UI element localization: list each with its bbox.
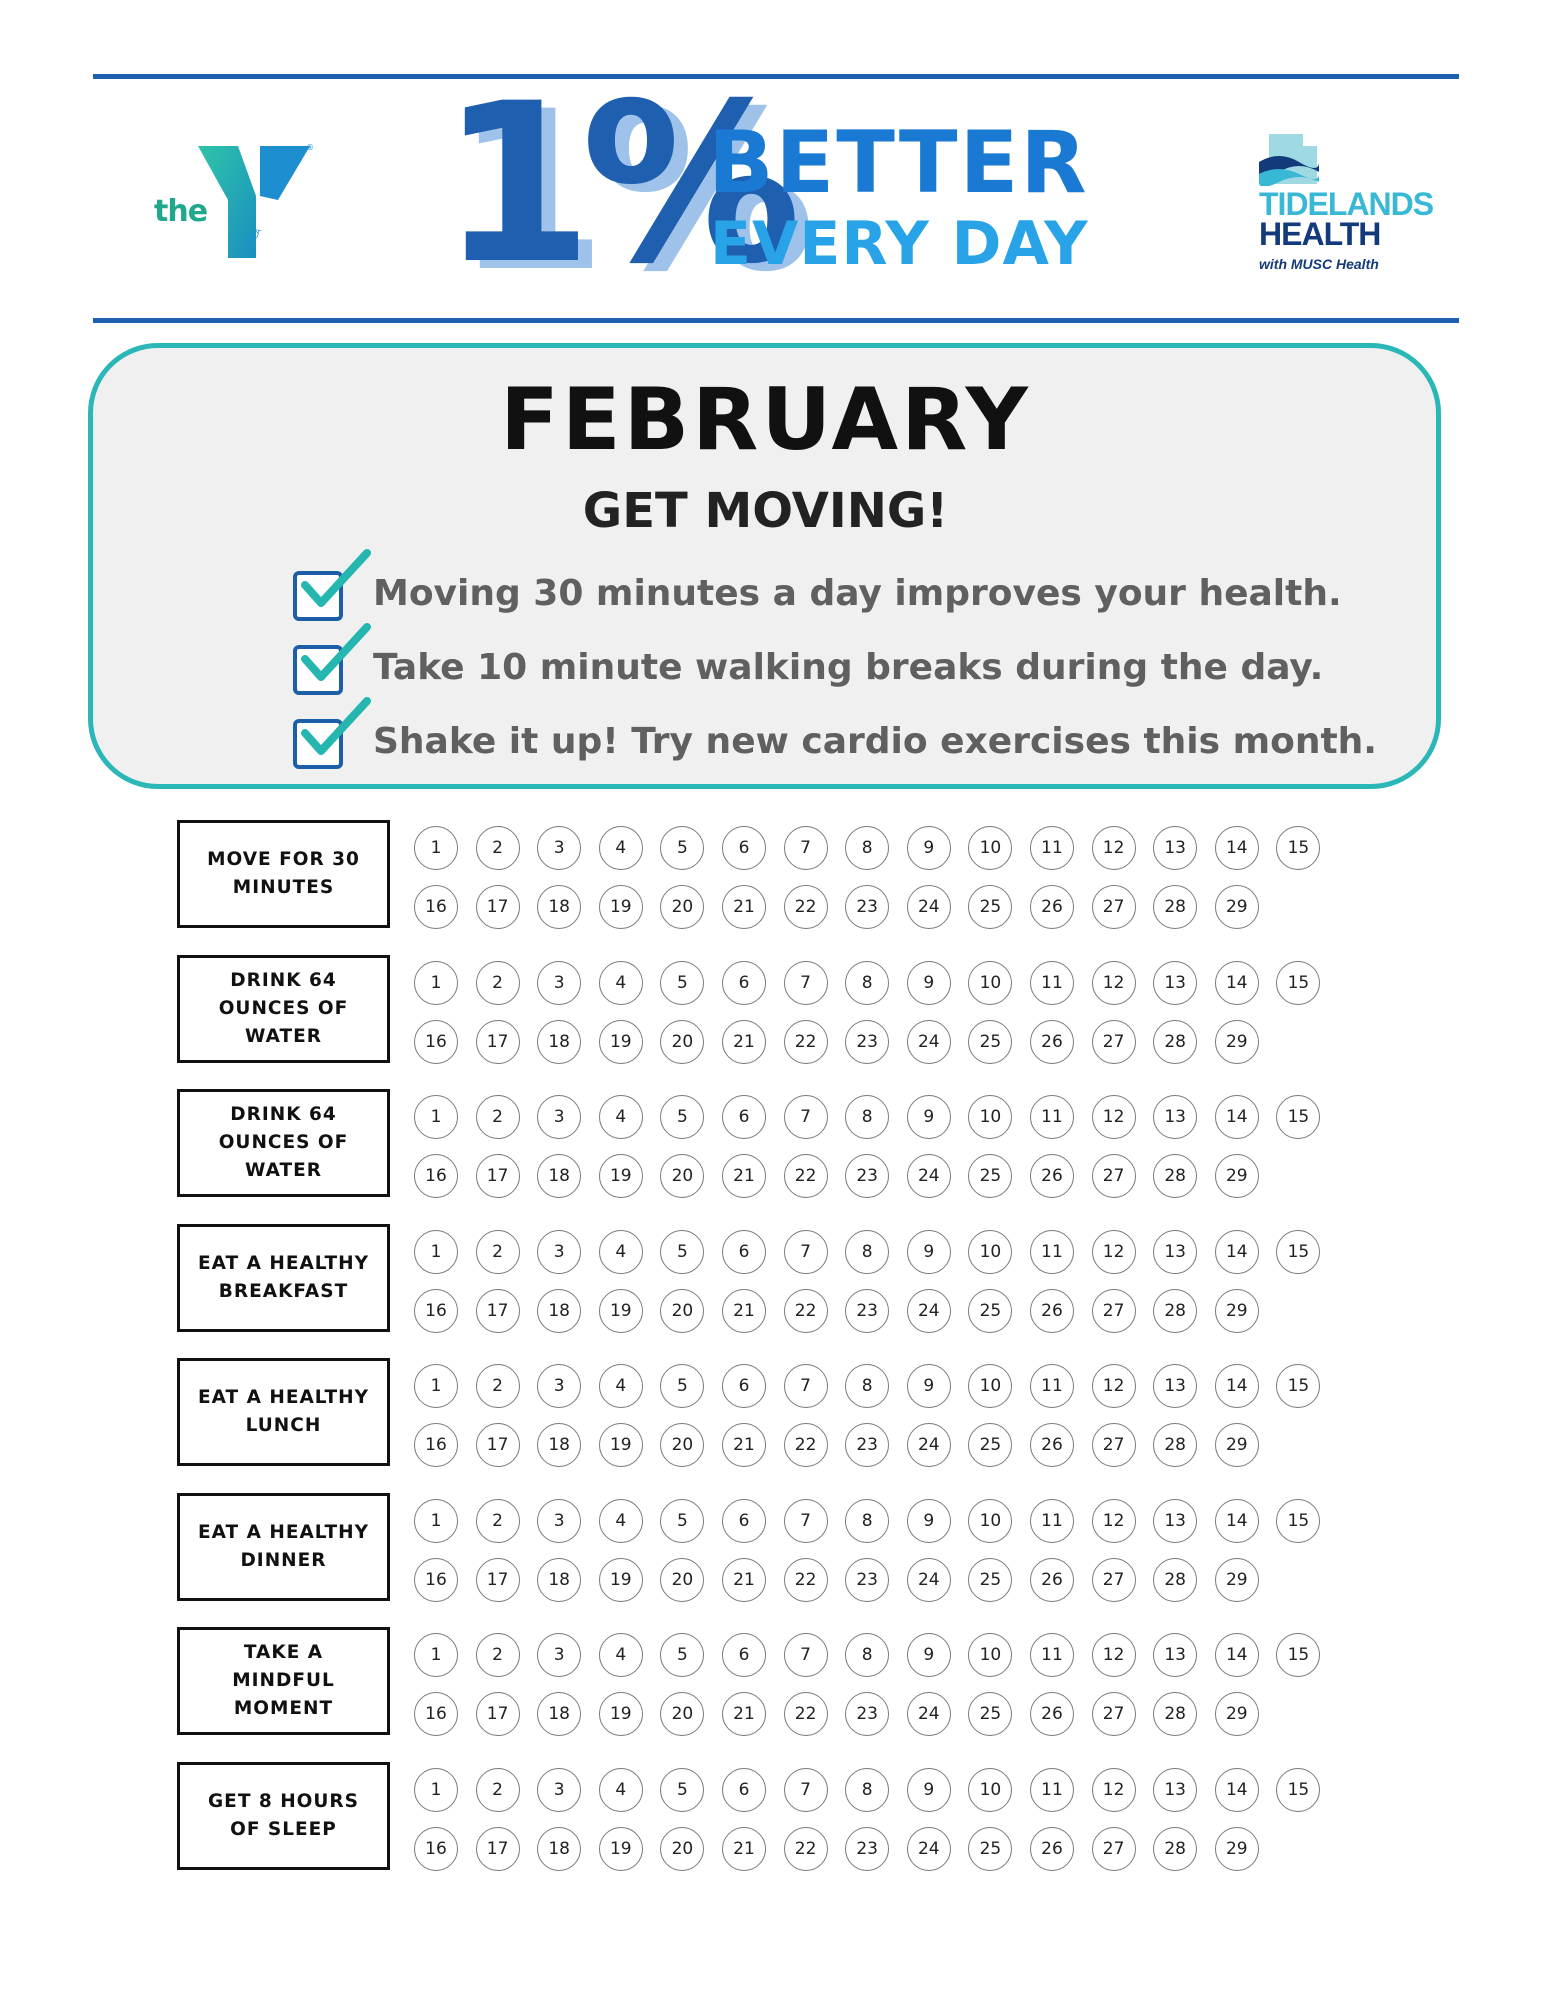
day-circle[interactable]: 22 (784, 1423, 828, 1467)
day-circle[interactable]: 25 (968, 885, 1012, 929)
day-circle[interactable]: 15 (1276, 1633, 1320, 1677)
day-circle[interactable]: 1 (414, 1768, 458, 1812)
day-circle[interactable]: 7 (784, 1633, 828, 1677)
day-circle[interactable]: 8 (845, 826, 889, 870)
day-circle[interactable]: 18 (537, 1289, 581, 1333)
day-circle[interactable]: 26 (1030, 1423, 1074, 1467)
day-circle[interactable]: 28 (1153, 1154, 1197, 1198)
day-circle[interactable]: 2 (476, 1768, 520, 1812)
day-circle[interactable]: 6 (722, 1230, 766, 1274)
day-circle[interactable]: 10 (968, 961, 1012, 1005)
day-circle[interactable]: 19 (599, 885, 643, 929)
day-circle[interactable]: 16 (414, 1827, 458, 1871)
day-circle[interactable]: 28 (1153, 885, 1197, 929)
day-circle[interactable]: 25 (968, 1827, 1012, 1871)
day-circle[interactable]: 11 (1030, 1230, 1074, 1274)
day-circle[interactable]: 8 (845, 1499, 889, 1543)
ymca-logo (150, 138, 320, 268)
day-circle[interactable]: 11 (1030, 826, 1074, 870)
day-circle[interactable]: 3 (537, 1364, 581, 1408)
day-circle[interactable]: 29 (1215, 1154, 1259, 1198)
day-circle[interactable]: 16 (414, 1558, 458, 1602)
day-circle[interactable]: 13 (1153, 1364, 1197, 1408)
day-circle[interactable]: 27 (1092, 885, 1136, 929)
day-circle[interactable]: 9 (907, 1633, 951, 1677)
habit-label: MOVE FOR 30 MINUTES (177, 820, 390, 928)
day-circle[interactable]: 13 (1153, 1095, 1197, 1139)
day-circle[interactable]: 27 (1092, 1154, 1136, 1198)
day-circles (414, 1493, 1314, 1601)
day-circle[interactable]: 7 (784, 1499, 828, 1543)
day-circle[interactable]: 12 (1092, 1633, 1136, 1677)
day-circle[interactable]: 10 (968, 1768, 1012, 1812)
day-circle[interactable]: 4 (599, 961, 643, 1005)
habit-row (177, 1762, 1377, 1870)
day-circle[interactable]: 1 (414, 1499, 458, 1543)
day-circle[interactable]: 5 (660, 1364, 704, 1408)
day-circle[interactable]: 10 (968, 1364, 1012, 1408)
habit-label: DRINK 64 OUNCES OF WATER (177, 1089, 390, 1197)
day-circle[interactable]: 1 (414, 1230, 458, 1274)
day-circle[interactable]: 20 (660, 885, 704, 929)
day-circle[interactable]: 16 (414, 1423, 458, 1467)
day-circle[interactable]: 14 (1215, 1499, 1259, 1543)
day-circle[interactable]: 19 (599, 1558, 643, 1602)
day-circle[interactable]: 25 (968, 1289, 1012, 1333)
day-circle[interactable]: 26 (1030, 1020, 1074, 1064)
day-circle[interactable]: 24 (907, 1154, 951, 1198)
day-circle[interactable]: 4 (599, 826, 643, 870)
day-circle[interactable]: 22 (784, 1827, 828, 1871)
day-circle[interactable]: 5 (660, 961, 704, 1005)
day-circle[interactable]: 1 (414, 961, 458, 1005)
day-circle[interactable]: 26 (1030, 885, 1074, 929)
day-circle[interactable]: 2 (476, 1633, 520, 1677)
day-circle[interactable]: 4 (599, 1230, 643, 1274)
day-circle[interactable]: 5 (660, 1768, 704, 1812)
day-circles (414, 1089, 1314, 1197)
ymca-logo-name: YMCA (243, 226, 264, 251)
habit-label: EAT A HEALTHY BREAKFAST (177, 1224, 390, 1332)
day-circle[interactable]: 19 (599, 1827, 643, 1871)
day-circle[interactable]: 18 (537, 1020, 581, 1064)
day-circle[interactable]: 2 (476, 1364, 520, 1408)
day-circles (414, 1224, 1314, 1332)
day-circle[interactable]: 9 (907, 1499, 951, 1543)
day-circle[interactable]: 26 (1030, 1289, 1074, 1333)
day-circle[interactable]: 9 (907, 826, 951, 870)
day-circle[interactable]: 21 (722, 1020, 766, 1064)
day-circle[interactable]: 24 (907, 1692, 951, 1736)
day-circles (414, 1627, 1314, 1735)
day-circle[interactable]: 29 (1215, 1423, 1259, 1467)
habit-row (177, 1627, 1377, 1735)
day-circle[interactable]: 16 (414, 1154, 458, 1198)
day-circle[interactable]: 2 (476, 1095, 520, 1139)
day-circle[interactable]: 24 (907, 1289, 951, 1333)
day-circle[interactable]: 12 (1092, 826, 1136, 870)
day-circle[interactable]: 25 (968, 1154, 1012, 1198)
day-circle[interactable]: 19 (599, 1289, 643, 1333)
habit-row (177, 820, 1377, 928)
day-circle[interactable]: 3 (537, 1499, 581, 1543)
day-circle[interactable]: 8 (845, 1364, 889, 1408)
day-circle[interactable]: 9 (907, 961, 951, 1005)
day-circle[interactable]: 11 (1030, 1768, 1074, 1812)
day-circle[interactable]: 14 (1215, 1364, 1259, 1408)
day-circle[interactable]: 28 (1153, 1692, 1197, 1736)
day-circle[interactable]: 29 (1215, 1020, 1259, 1064)
title-better: BETTER (708, 113, 1089, 213)
day-circle[interactable]: 21 (722, 1558, 766, 1602)
day-circle[interactable]: 7 (784, 1095, 828, 1139)
tidelands-line1: TIDELANDS (1259, 186, 1434, 222)
day-circle[interactable]: 10 (968, 1499, 1012, 1543)
day-circle[interactable]: 6 (722, 961, 766, 1005)
day-circle[interactable]: 4 (599, 1499, 643, 1543)
day-circle[interactable]: 28 (1153, 1827, 1197, 1871)
day-circle[interactable]: 13 (1153, 1633, 1197, 1677)
day-circle[interactable]: 18 (537, 885, 581, 929)
tidelands-line3: with MUSC Health (1259, 256, 1379, 272)
day-circle[interactable]: 27 (1092, 1827, 1136, 1871)
habit-row (177, 1358, 1377, 1466)
day-circle[interactable]: 22 (784, 1289, 828, 1333)
day-circle[interactable]: 28 (1153, 1558, 1197, 1602)
day-circle[interactable]: 6 (722, 1095, 766, 1139)
habit-row (177, 1493, 1377, 1601)
day-circle[interactable]: 6 (722, 826, 766, 870)
day-circle[interactable]: 4 (599, 1364, 643, 1408)
day-circle[interactable]: 22 (784, 1558, 828, 1602)
day-circle[interactable]: 1 (414, 1364, 458, 1408)
day-circle[interactable]: 11 (1030, 961, 1074, 1005)
day-circle[interactable]: 17 (476, 1692, 520, 1736)
habit-label: TAKE A MINDFUL MOMENT (177, 1627, 390, 1735)
day-circle[interactable]: 24 (907, 1020, 951, 1064)
day-circle[interactable]: 25 (968, 1020, 1012, 1064)
day-circle[interactable]: 29 (1215, 1827, 1259, 1871)
day-circle[interactable]: 27 (1092, 1423, 1136, 1467)
day-circle[interactable]: 24 (907, 1558, 951, 1602)
day-circle[interactable]: 17 (476, 1154, 520, 1198)
tidelands-line2: HEALTH (1259, 216, 1381, 252)
day-circle[interactable]: 18 (537, 1827, 581, 1871)
day-circle[interactable]: 9 (907, 1095, 951, 1139)
day-circle[interactable]: 13 (1153, 1499, 1197, 1543)
day-circle[interactable]: 8 (845, 961, 889, 1005)
day-circle[interactable]: 27 (1092, 1692, 1136, 1736)
day-circle[interactable]: 19 (599, 1020, 643, 1064)
day-circle[interactable]: 18 (537, 1423, 581, 1467)
day-circle[interactable]: 10 (968, 1633, 1012, 1677)
day-circle[interactable]: 19 (599, 1423, 643, 1467)
day-circle[interactable]: 21 (722, 885, 766, 929)
day-circle[interactable]: 14 (1215, 1095, 1259, 1139)
day-circle[interactable]: 9 (907, 1768, 951, 1812)
day-circle[interactable]: 1 (414, 1633, 458, 1677)
day-circle[interactable]: 2 (476, 826, 520, 870)
day-circle[interactable]: 12 (1092, 1230, 1136, 1274)
day-circle[interactable]: 3 (537, 1095, 581, 1139)
day-circle[interactable]: 14 (1215, 1768, 1259, 1812)
day-circle[interactable]: 8 (845, 1095, 889, 1139)
day-circle[interactable]: 23 (845, 1827, 889, 1871)
day-circle[interactable]: 19 (599, 1154, 643, 1198)
day-circle[interactable]: 11 (1030, 1499, 1074, 1543)
day-circle[interactable]: 26 (1030, 1154, 1074, 1198)
day-circle[interactable]: 3 (537, 1633, 581, 1677)
checkmark-icon (295, 621, 375, 691)
day-circle[interactable]: 29 (1215, 1289, 1259, 1333)
day-circle[interactable]: 26 (1030, 1558, 1074, 1602)
day-circle[interactable]: 23 (845, 885, 889, 929)
day-circle[interactable]: 5 (660, 1633, 704, 1677)
tidelands-logo (1255, 132, 1434, 282)
day-circle[interactable]: 20 (660, 1020, 704, 1064)
day-circle[interactable]: 20 (660, 1423, 704, 1467)
day-circle[interactable]: 23 (845, 1289, 889, 1333)
ymca-y-icon (198, 138, 318, 266)
day-circle[interactable]: 5 (660, 826, 704, 870)
day-circle[interactable]: 14 (1215, 1230, 1259, 1274)
habit-label: EAT A HEALTHY DINNER (177, 1493, 390, 1601)
day-circle[interactable]: 28 (1153, 1289, 1197, 1333)
day-circle[interactable]: 17 (476, 885, 520, 929)
day-circle[interactable]: 5 (660, 1499, 704, 1543)
day-circle[interactable]: 16 (414, 1020, 458, 1064)
day-circle[interactable]: 12 (1092, 1095, 1136, 1139)
day-circle[interactable]: 23 (845, 1692, 889, 1736)
day-circle[interactable]: 26 (1030, 1692, 1074, 1736)
day-circle[interactable]: 12 (1092, 1499, 1136, 1543)
day-circle[interactable]: 13 (1153, 826, 1197, 870)
day-circle[interactable]: 18 (537, 1558, 581, 1602)
checkmark-icon (295, 547, 375, 617)
day-circle[interactable]: 25 (968, 1558, 1012, 1602)
day-circle[interactable]: 17 (476, 1558, 520, 1602)
day-circle[interactable]: 21 (722, 1692, 766, 1736)
day-circle[interactable]: 14 (1215, 826, 1259, 870)
checkmark-icon (295, 695, 375, 765)
day-circle[interactable]: 21 (722, 1827, 766, 1871)
tip-text: Shake it up! Try new cardio exercises this month. (373, 721, 1377, 762)
day-circle[interactable]: 6 (722, 1499, 766, 1543)
day-circle[interactable]: 16 (414, 885, 458, 929)
day-circle[interactable]: 20 (660, 1154, 704, 1198)
day-circle[interactable]: 3 (537, 961, 581, 1005)
day-circle[interactable]: 23 (845, 1020, 889, 1064)
ymca-logo-the: the (154, 194, 208, 229)
day-circle[interactable]: 9 (907, 1230, 951, 1274)
day-circle[interactable]: 6 (722, 1768, 766, 1812)
day-circle[interactable]: 29 (1215, 885, 1259, 929)
tidelands-mark-icon (1259, 132, 1319, 186)
day-circle[interactable]: 18 (537, 1154, 581, 1198)
habit-row (177, 1089, 1377, 1197)
habit-label: DRINK 64 OUNCES OF WATER (177, 955, 390, 1063)
day-circle[interactable]: 13 (1153, 1768, 1197, 1812)
day-circle[interactable]: 4 (599, 1768, 643, 1812)
day-circle[interactable]: 25 (968, 1692, 1012, 1736)
day-circle[interactable]: 24 (907, 885, 951, 929)
day-circle[interactable]: 17 (476, 1827, 520, 1871)
day-circles (414, 1762, 1314, 1870)
day-circle[interactable]: 21 (722, 1423, 766, 1467)
day-circle[interactable]: 1 (414, 826, 458, 870)
day-circle[interactable]: 29 (1215, 1558, 1259, 1602)
monthly-panel (88, 343, 1441, 789)
day-circle[interactable]: 12 (1092, 1768, 1136, 1812)
day-circle[interactable]: 17 (476, 1289, 520, 1333)
day-circle[interactable]: 16 (414, 1289, 458, 1333)
day-circle[interactable]: 19 (599, 1692, 643, 1736)
day-circle[interactable]: 15 (1276, 1364, 1320, 1408)
tip-text: Take 10 minute walking breaks during the day. (373, 647, 1324, 688)
day-circle[interactable]: 7 (784, 1768, 828, 1812)
day-circle[interactable]: 2 (476, 961, 520, 1005)
day-circle[interactable]: 20 (660, 1558, 704, 1602)
day-circle[interactable]: 22 (784, 1154, 828, 1198)
day-circles (414, 820, 1314, 928)
ymca-logo-tm: ® (306, 143, 314, 152)
day-circle[interactable]: 20 (660, 1827, 704, 1871)
day-circle[interactable]: 12 (1092, 1364, 1136, 1408)
day-circle[interactable]: 14 (1215, 961, 1259, 1005)
day-circle[interactable]: 8 (845, 1768, 889, 1812)
day-circle[interactable]: 5 (660, 1095, 704, 1139)
bottom-rule (93, 318, 1459, 323)
day-circle[interactable]: 10 (968, 826, 1012, 870)
day-circle[interactable]: 8 (845, 1633, 889, 1677)
day-circle[interactable]: 4 (599, 1633, 643, 1677)
day-circle[interactable]: 11 (1030, 1633, 1074, 1677)
day-circle[interactable]: 3 (537, 1230, 581, 1274)
day-circle[interactable]: 10 (968, 1230, 1012, 1274)
day-circle[interactable]: 24 (907, 1423, 951, 1467)
habit-label: GET 8 HOURS OF SLEEP (177, 1762, 390, 1870)
title-percent: 1% (440, 56, 790, 312)
day-circle[interactable]: 7 (784, 826, 828, 870)
month-theme: GET MOVING! (582, 483, 949, 539)
day-circles (414, 1358, 1314, 1466)
title-every-day: EVERY DAY (710, 209, 1089, 279)
day-circle[interactable]: 27 (1092, 1558, 1136, 1602)
day-circle[interactable]: 6 (722, 1633, 766, 1677)
day-circle[interactable]: 15 (1276, 961, 1320, 1005)
day-circle[interactable]: 15 (1276, 1499, 1320, 1543)
day-circle[interactable]: 6 (722, 1364, 766, 1408)
day-circle[interactable]: 21 (722, 1289, 766, 1333)
day-circle[interactable]: 21 (722, 1154, 766, 1198)
day-circle[interactable]: 17 (476, 1020, 520, 1064)
day-circle[interactable]: 22 (784, 1020, 828, 1064)
day-circle[interactable]: 23 (845, 1423, 889, 1467)
title-mark (440, 56, 1100, 312)
day-circle[interactable]: 13 (1153, 1230, 1197, 1274)
day-circle[interactable]: 13 (1153, 961, 1197, 1005)
day-circle[interactable]: 15 (1276, 1095, 1320, 1139)
day-circle[interactable]: 29 (1215, 1692, 1259, 1736)
month-title-text: FEBRUARY (500, 370, 1031, 470)
day-circle[interactable]: 10 (968, 1095, 1012, 1139)
day-circle[interactable]: 23 (845, 1558, 889, 1602)
day-circle[interactable]: 14 (1215, 1633, 1259, 1677)
day-circle[interactable]: 16 (414, 1692, 458, 1736)
day-circle[interactable]: 17 (476, 1423, 520, 1467)
day-circle[interactable]: 15 (1276, 1230, 1320, 1274)
day-circle[interactable]: 27 (1092, 1020, 1136, 1064)
day-circle[interactable]: 28 (1153, 1020, 1197, 1064)
day-circle[interactable]: 7 (784, 1230, 828, 1274)
tip-text: Moving 30 minutes a day improves your health. (373, 573, 1342, 614)
day-circle[interactable]: 12 (1092, 961, 1136, 1005)
day-circle[interactable]: 24 (907, 1827, 951, 1871)
day-circles (414, 955, 1314, 1063)
day-circle[interactable]: 28 (1153, 1423, 1197, 1467)
month-title (93, 370, 1438, 470)
day-circle[interactable]: 9 (907, 1364, 951, 1408)
habit-row (177, 1224, 1377, 1332)
day-circle[interactable]: 15 (1276, 826, 1320, 870)
day-circle[interactable]: 20 (660, 1692, 704, 1736)
day-circle[interactable]: 11 (1030, 1095, 1074, 1139)
day-circle[interactable]: 5 (660, 1230, 704, 1274)
day-circle[interactable]: 20 (660, 1289, 704, 1333)
habit-row (177, 955, 1377, 1063)
day-circle[interactable]: 27 (1092, 1289, 1136, 1333)
day-circle[interactable]: 8 (845, 1230, 889, 1274)
day-circle[interactable]: 23 (845, 1154, 889, 1198)
day-circle[interactable]: 3 (537, 1768, 581, 1812)
day-circle[interactable]: 22 (784, 885, 828, 929)
day-circle[interactable]: 7 (784, 961, 828, 1005)
day-circle[interactable]: 26 (1030, 1827, 1074, 1871)
day-circle[interactable]: 18 (537, 1692, 581, 1736)
day-circle[interactable]: 4 (599, 1095, 643, 1139)
day-circle[interactable]: 22 (784, 1692, 828, 1736)
day-circle[interactable]: 25 (968, 1423, 1012, 1467)
day-circle[interactable]: 2 (476, 1499, 520, 1543)
day-circle[interactable]: 2 (476, 1230, 520, 1274)
day-circle[interactable]: 3 (537, 826, 581, 870)
day-circle[interactable]: 15 (1276, 1768, 1320, 1812)
day-circle[interactable]: 7 (784, 1364, 828, 1408)
day-circle[interactable]: 11 (1030, 1364, 1074, 1408)
habit-label: EAT A HEALTHY LUNCH (177, 1358, 390, 1466)
day-circle[interactable]: 1 (414, 1095, 458, 1139)
